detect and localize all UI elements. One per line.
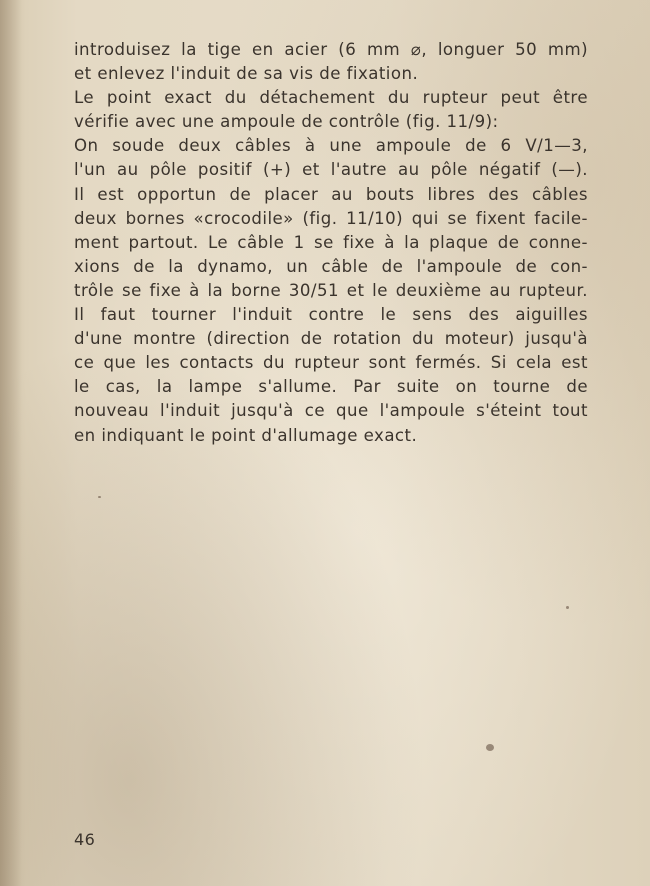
text-line: Il est opportun de placer au bouts libres des câbles <box>74 184 588 204</box>
text-line: introduisez la tige en acier (6 mm ⌀, longuer 50 mm) <box>74 40 588 59</box>
text-line: On soude deux câbles à une ampoule de 6 V/1—3, <box>74 136 588 156</box>
text-line: et enlevez l'induit de sa vis de fixation. <box>74 64 419 84</box>
body-paragraph <box>74 38 588 448</box>
text-line: Il faut tourner l'induit contre le sens des aiguilles <box>74 305 588 325</box>
ink-spot <box>486 744 494 751</box>
text-line: en indiquant le point d'allumage exact. <box>74 425 418 445</box>
text-line: nouveau l'induit jusqu'à ce que l'ampoule s'éteint tout <box>74 401 588 421</box>
text-line: l'un au pôle positif (+) et l'autre au pôle négatif (—). <box>74 160 588 180</box>
text-line: le cas, la lampe s'allume. Par suite on tourne de <box>74 377 588 397</box>
text-line: ment partout. Le câble 1 se fixe à la plaque de conne- <box>74 232 588 252</box>
text-line: vérifie avec une ampoule de contrôle (fig. 11/9): <box>74 112 499 132</box>
ink-speck <box>566 606 569 609</box>
page-gutter-shadow <box>0 0 22 886</box>
text-line: ce que les contacts du rupteur sont fermés. Si cela est <box>74 353 588 373</box>
ink-speck <box>98 496 101 498</box>
page-number: 46 <box>74 830 96 849</box>
text-line: deux bornes «crocodile» (fig. 11/10) qui se fixent facile- <box>74 208 588 228</box>
text-line: d'une montre (direction de rotation du moteur) jusqu'à <box>74 329 588 349</box>
text-line: trôle se fixe à la borne 30/51 et le deuxième au rupteur. <box>74 280 588 300</box>
text-line: xions de la dynamo, un câble de l'ampoule de con- <box>74 256 588 276</box>
text-line: Le point exact du détachement du rupteur peut être <box>74 88 588 108</box>
